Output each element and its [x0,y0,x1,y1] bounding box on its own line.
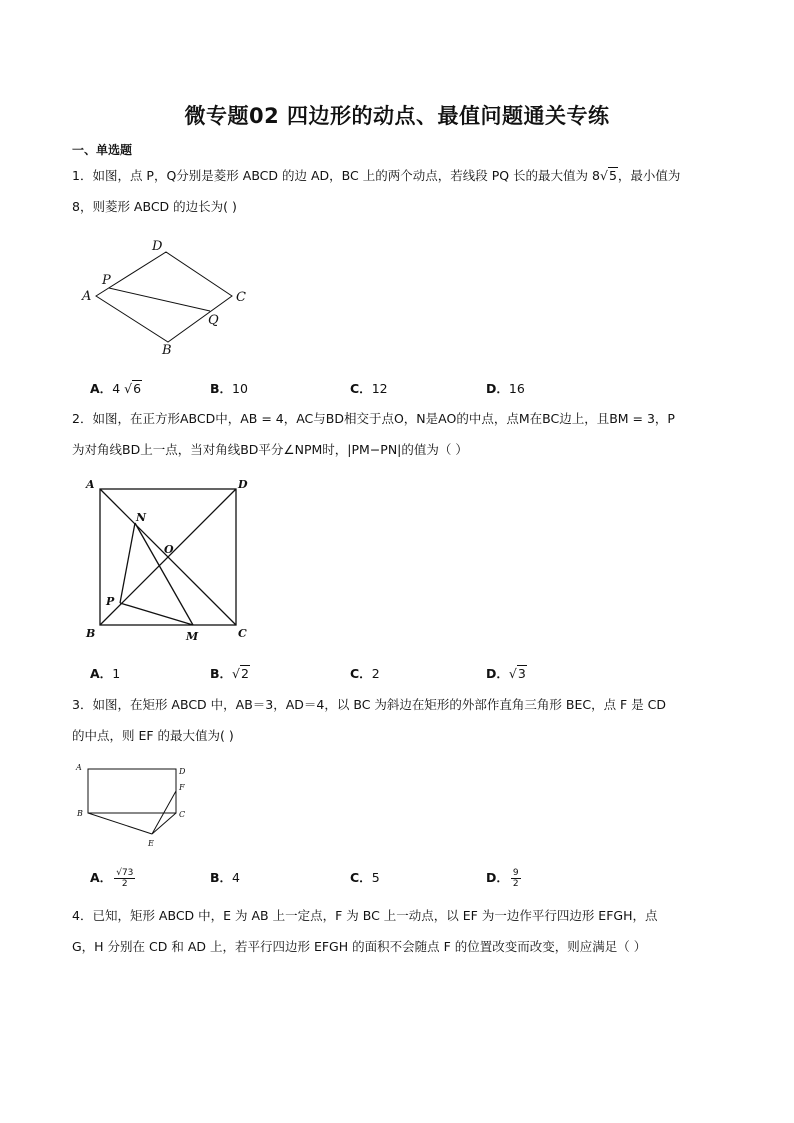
label-b: B [162,343,172,358]
label-p: P [102,273,111,288]
option-b[interactable]: B．√2 [210,666,249,681]
question-1-options [90,379,690,399]
section-heading: 一、单选题 [72,143,133,157]
figure-square [82,474,254,646]
segment-pn [120,523,135,603]
figure-rectangle [72,758,196,850]
question-1 [72,160,732,222]
figure-rhombus [80,236,260,358]
option-c[interactable]: C．2 [350,666,380,681]
option-a[interactable]: A．4 √6 [90,381,142,396]
question-2-options [90,664,690,684]
label-c: C [179,810,186,819]
option-b[interactable]: B．4 [210,870,240,885]
label-a: A [76,763,82,772]
question-1-line-1 [72,160,732,191]
segment-be [88,813,152,834]
question-4 [72,900,732,962]
question-3-options [90,868,690,888]
sqrt-5: √5 [599,168,617,183]
question-3 [72,689,732,751]
label-n: N [136,511,147,524]
label-m: M [186,630,199,643]
label-d: D [179,767,186,776]
question-1-text: 1．如图，点 P，Q分别是菱形 ABCD 的边 AD，BC 上的两个动点，若线段 PQ 长的最大值为 8 [72,168,600,183]
question-3-line-2: 的中点，则 EF 的最大值为( ) [72,728,234,743]
label-d: D [152,239,163,254]
option-d[interactable]: D．16 [486,381,525,396]
label-b: B [77,809,83,818]
question-1-text-end: ，最小值为 [617,168,681,183]
segment-pq [109,288,210,311]
question-2 [72,403,732,465]
label-o: O [164,543,174,556]
label-a: A [82,289,92,304]
question-1-line-2: 8，则菱形 ABCD 的边长为( ) [72,199,237,214]
question-4-line-1: 4．已知，矩形 ABCD 中，E 为 AB 上一定点，F 为 BC 上一动点，以 EF 为一边作平行四边形 EFGH，点 [72,908,658,923]
option-a[interactable]: A． $\frac{√73}{2}$ [90,868,134,889]
rectangle-abcd [88,769,176,813]
label-q: Q [208,313,219,328]
question-2-line-2: 为对角线BD上一点，当对角线BD平分∠NPM时，|PM−PN|的值为（ ） [72,442,468,457]
rhombus-abcd [96,252,232,342]
option-c[interactable]: C．12 [350,381,388,396]
option-c[interactable]: C．5 [350,870,380,885]
option-d[interactable]: D． $\frac{9}{2}$ [486,868,519,889]
label-a: A [86,478,95,491]
option-b[interactable]: B．10 [210,381,248,396]
question-4-line-2: G，H 分别在 CD 和 AD 上，若平行四边形 EFGH 的面积不会随点 F 的位置改变而改变，则应满足（ ） [72,939,647,954]
label-p: P [106,595,115,608]
page-title: 微专题02 四边形的动点、最值问题通关专练 [184,104,610,128]
label-c: C [236,290,246,305]
option-a[interactable]: A．1 [90,666,121,681]
label-c: C [238,627,247,640]
option-d[interactable]: D．√3 [486,666,526,681]
segment-ec [152,813,176,834]
label-d: D [238,478,248,491]
question-2-line-1: 2．如图，在正方形ABCD中，AB = 4，AC与BD相交于点O，N是AO的中点，点M在BC边上，且BM = 3，P [72,411,675,426]
question-3-line-1: 3．如图，在矩形 ABCD 中，AB＝3，AD＝4，以 BC 为斜边在矩形的外部作直角三角形 BEC，点 F 是 CD [72,697,667,712]
label-f: F [179,783,185,792]
label-e: E [148,839,154,848]
label-b: B [86,627,96,640]
